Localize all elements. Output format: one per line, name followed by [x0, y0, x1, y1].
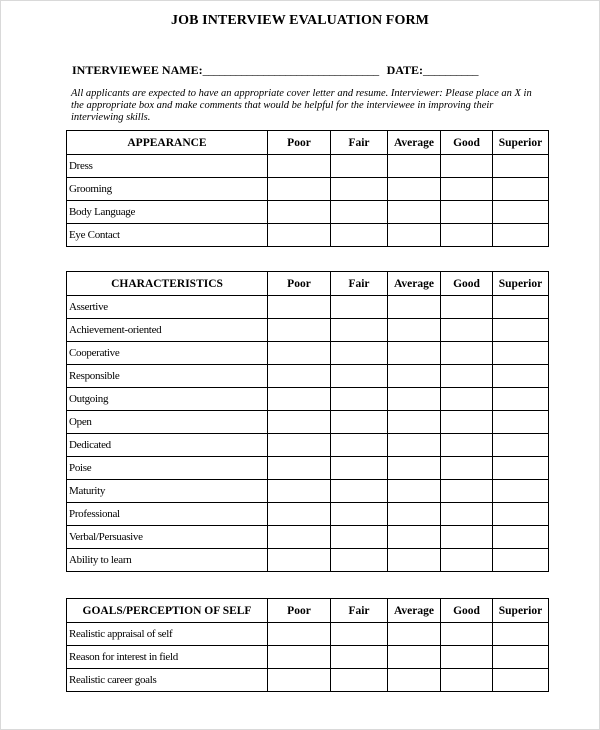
rating-cell-professional-fair[interactable]	[331, 503, 388, 526]
criterion-label: Achievement-oriented	[67, 319, 268, 342]
header-row	[67, 272, 549, 296]
date-label: DATE:	[386, 63, 424, 77]
rating-cell-assertive-poor[interactable]	[268, 296, 331, 319]
rating-cell-open-good[interactable]	[441, 411, 493, 434]
rating-cell-cooperative-fair[interactable]	[331, 342, 388, 365]
rating-cell-cooperative-average[interactable]	[388, 342, 441, 365]
rating-cell-achievement-oriented-superior[interactable]	[493, 319, 549, 342]
table-row	[67, 434, 549, 457]
rating-cell-dedicated-good[interactable]	[441, 434, 493, 457]
rating-cell-open-poor[interactable]	[268, 411, 331, 434]
rating-header-fair: Fair	[331, 131, 388, 155]
rating-cell-responsible-superior[interactable]	[493, 365, 549, 388]
rating-header-fair: Fair	[331, 272, 388, 296]
rating-header-average: Average	[388, 599, 441, 623]
table-row	[67, 178, 549, 201]
rating-cell-ability-to-learn-poor[interactable]	[268, 549, 331, 572]
criterion-label: Ability to learn	[67, 549, 268, 572]
rating-cell-achievement-oriented-fair[interactable]	[331, 319, 388, 342]
rating-cell-dedicated-superior[interactable]	[493, 434, 549, 457]
rating-cell-verbal-persuasive-good[interactable]	[441, 526, 493, 549]
rating-cell-grooming-superior[interactable]	[493, 178, 549, 201]
rating-header-good: Good	[441, 131, 493, 155]
rating-header-poor: Poor	[268, 272, 331, 296]
rating-cell-assertive-average[interactable]	[388, 296, 441, 319]
criterion-label: Body Language	[67, 201, 268, 224]
rating-cell-achievement-oriented-good[interactable]	[441, 319, 493, 342]
rating-cell-dedicated-poor[interactable]	[268, 434, 331, 457]
rating-cell-assertive-good[interactable]	[441, 296, 493, 319]
rating-cell-outgoing-poor[interactable]	[268, 388, 331, 411]
rating-cell-reason-for-interest-in-field-poor[interactable]	[268, 646, 331, 669]
rating-cell-poise-superior[interactable]	[493, 457, 549, 480]
header-row	[67, 131, 549, 155]
rating-cell-cooperative-poor[interactable]	[268, 342, 331, 365]
rating-cell-grooming-fair[interactable]	[331, 178, 388, 201]
rating-cell-ability-to-learn-average[interactable]	[388, 549, 441, 572]
section-heading: CHARACTERISTICS	[67, 272, 268, 296]
rating-cell-realistic-career-goals-average[interactable]	[388, 669, 441, 692]
rating-cell-eye-contact-good[interactable]	[441, 224, 493, 247]
rating-cell-outgoing-fair[interactable]	[331, 388, 388, 411]
rating-cell-eye-contact-average[interactable]	[388, 224, 441, 247]
rating-cell-professional-good[interactable]	[441, 503, 493, 526]
rating-cell-maturity-superior[interactable]	[493, 480, 549, 503]
table-row	[67, 549, 549, 572]
table-row	[67, 342, 549, 365]
criterion-label: Open	[67, 411, 268, 434]
rating-cell-grooming-poor[interactable]	[268, 178, 331, 201]
appearance-table	[66, 130, 549, 247]
rating-cell-poise-poor[interactable]	[268, 457, 331, 480]
table-row	[67, 480, 549, 503]
rating-header-poor: Poor	[268, 599, 331, 623]
rating-cell-body-language-good[interactable]	[441, 201, 493, 224]
rating-header-fair: Fair	[331, 599, 388, 623]
rating-header-good: Good	[441, 599, 493, 623]
rating-cell-realistic-appraisal-of-self-fair[interactable]	[331, 623, 388, 646]
criterion-label: Eye Contact	[67, 224, 268, 247]
interviewee-line	[72, 63, 478, 78]
section-heading: APPEARANCE	[67, 131, 268, 155]
rating-cell-cooperative-superior[interactable]	[493, 342, 549, 365]
rating-cell-assertive-superior[interactable]	[493, 296, 549, 319]
criterion-label: Dress	[67, 155, 268, 178]
interviewee-name-label: INTERVIEWEE NAME:	[72, 63, 203, 77]
table-row	[67, 623, 549, 646]
criterion-label: Cooperative	[67, 342, 268, 365]
rating-cell-poise-fair[interactable]	[331, 457, 388, 480]
rating-cell-assertive-fair[interactable]	[331, 296, 388, 319]
interviewee-name-field[interactable]: ________________________________	[202, 63, 379, 77]
rating-cell-professional-superior[interactable]	[493, 503, 549, 526]
rating-cell-grooming-good[interactable]	[441, 178, 493, 201]
rating-cell-outgoing-good[interactable]	[441, 388, 493, 411]
rating-cell-responsible-poor[interactable]	[268, 365, 331, 388]
rating-header-poor: Poor	[268, 131, 331, 155]
rating-cell-dress-poor[interactable]	[268, 155, 331, 178]
rating-cell-realistic-career-goals-superior[interactable]	[493, 669, 549, 692]
criterion-label: Maturity	[67, 480, 268, 503]
rating-header-superior: Superior	[493, 272, 549, 296]
rating-cell-maturity-fair[interactable]	[331, 480, 388, 503]
rating-cell-responsible-good[interactable]	[441, 365, 493, 388]
criterion-label: Verbal/Persuasive	[67, 526, 268, 549]
form-title: JOB INTERVIEW EVALUATION FORM	[171, 13, 429, 28]
criterion-label: Reason for interest in field	[67, 646, 268, 669]
rating-cell-dedicated-average[interactable]	[388, 434, 441, 457]
criterion-label: Dedicated	[67, 434, 268, 457]
rating-cell-professional-poor[interactable]	[268, 503, 331, 526]
rating-cell-realistic-appraisal-of-self-poor[interactable]	[268, 623, 331, 646]
table-row	[67, 526, 549, 549]
rating-cell-eye-contact-fair[interactable]	[331, 224, 388, 247]
rating-cell-dress-good[interactable]	[441, 155, 493, 178]
rating-cell-poise-average[interactable]	[388, 457, 441, 480]
rating-cell-professional-average[interactable]	[388, 503, 441, 526]
table-row	[67, 646, 549, 669]
rating-cell-grooming-average[interactable]	[388, 178, 441, 201]
rating-cell-outgoing-superior[interactable]	[493, 388, 549, 411]
rating-cell-dress-average[interactable]	[388, 155, 441, 178]
rating-cell-open-fair[interactable]	[331, 411, 388, 434]
rating-cell-open-superior[interactable]	[493, 411, 549, 434]
rating-cell-verbal-persuasive-superior[interactable]	[493, 526, 549, 549]
rating-cell-verbal-persuasive-fair[interactable]	[331, 526, 388, 549]
rating-cell-verbal-persuasive-average[interactable]	[388, 526, 441, 549]
criterion-label: Grooming	[67, 178, 268, 201]
characteristics-table	[66, 271, 549, 572]
rating-header-superior: Superior	[493, 599, 549, 623]
rating-cell-reason-for-interest-in-field-fair[interactable]	[331, 646, 388, 669]
rating-cell-ability-to-learn-superior[interactable]	[493, 549, 549, 572]
rating-cell-realistic-career-goals-fair[interactable]	[331, 669, 388, 692]
table-row	[67, 201, 549, 224]
criterion-label: Poise	[67, 457, 268, 480]
rating-cell-achievement-oriented-average[interactable]	[388, 319, 441, 342]
criterion-label: Professional	[67, 503, 268, 526]
rating-cell-realistic-appraisal-of-self-superior[interactable]	[493, 623, 549, 646]
rating-cell-maturity-good[interactable]	[441, 480, 493, 503]
goals-table	[66, 598, 549, 692]
rating-cell-open-average[interactable]	[388, 411, 441, 434]
rating-cell-body-language-superior[interactable]	[493, 201, 549, 224]
rating-cell-body-language-average[interactable]	[388, 201, 441, 224]
rating-cell-dress-fair[interactable]	[331, 155, 388, 178]
table-row	[67, 388, 549, 411]
rating-cell-outgoing-average[interactable]	[388, 388, 441, 411]
rating-cell-poise-good[interactable]	[441, 457, 493, 480]
rating-cell-cooperative-good[interactable]	[441, 342, 493, 365]
table-row	[67, 155, 549, 178]
table-row	[67, 224, 549, 247]
rating-cell-eye-contact-poor[interactable]	[268, 224, 331, 247]
table-row	[67, 411, 549, 434]
rating-cell-dedicated-fair[interactable]	[331, 434, 388, 457]
rating-cell-ability-to-learn-fair[interactable]	[331, 549, 388, 572]
rating-cell-responsible-average[interactable]	[388, 365, 441, 388]
rating-cell-reason-for-interest-in-field-good[interactable]	[441, 646, 493, 669]
rating-cell-ability-to-learn-good[interactable]	[441, 549, 493, 572]
table-row	[67, 296, 549, 319]
section-heading: GOALS/PERCEPTION OF SELF	[67, 599, 268, 623]
rating-cell-eye-contact-superior[interactable]	[493, 224, 549, 247]
criterion-label: Responsible	[67, 365, 268, 388]
table-row	[67, 365, 549, 388]
rating-cell-responsible-fair[interactable]	[331, 365, 388, 388]
criterion-label: Realistic career goals	[67, 669, 268, 692]
rating-header-average: Average	[388, 131, 441, 155]
rating-cell-realistic-appraisal-of-self-average[interactable]	[388, 623, 441, 646]
criterion-label: Realistic appraisal of self	[67, 623, 268, 646]
table-row	[67, 669, 549, 692]
criterion-label: Assertive	[67, 296, 268, 319]
rating-cell-realistic-appraisal-of-self-good[interactable]	[441, 623, 493, 646]
rating-cell-body-language-fair[interactable]	[331, 201, 388, 224]
table-row	[67, 503, 549, 526]
date-field[interactable]: __________	[423, 63, 479, 77]
rating-cell-reason-for-interest-in-field-superior[interactable]	[493, 646, 549, 669]
rating-cell-achievement-oriented-poor[interactable]	[268, 319, 331, 342]
rating-cell-reason-for-interest-in-field-average[interactable]	[388, 646, 441, 669]
rating-cell-dress-superior[interactable]	[493, 155, 549, 178]
rating-cell-body-language-poor[interactable]	[268, 201, 331, 224]
rating-cell-realistic-career-goals-good[interactable]	[441, 669, 493, 692]
header-row	[67, 599, 549, 623]
rating-header-superior: Superior	[493, 131, 549, 155]
rating-cell-verbal-persuasive-poor[interactable]	[268, 526, 331, 549]
instructions-text: All applicants are expected to have an appropriate cover letter and resume. Interviewer: Please place an X in the appropriate box and make comments that would be helpful for the interviewee in improving their interviewing skills.	[71, 88, 532, 123]
criterion-label: Outgoing	[67, 388, 268, 411]
rating-header-good: Good	[441, 272, 493, 296]
rating-cell-maturity-average[interactable]	[388, 480, 441, 503]
rating-cell-realistic-career-goals-poor[interactable]	[268, 669, 331, 692]
rating-cell-maturity-poor[interactable]	[268, 480, 331, 503]
table-row	[67, 319, 549, 342]
rating-header-average: Average	[388, 272, 441, 296]
table-row	[67, 457, 549, 480]
